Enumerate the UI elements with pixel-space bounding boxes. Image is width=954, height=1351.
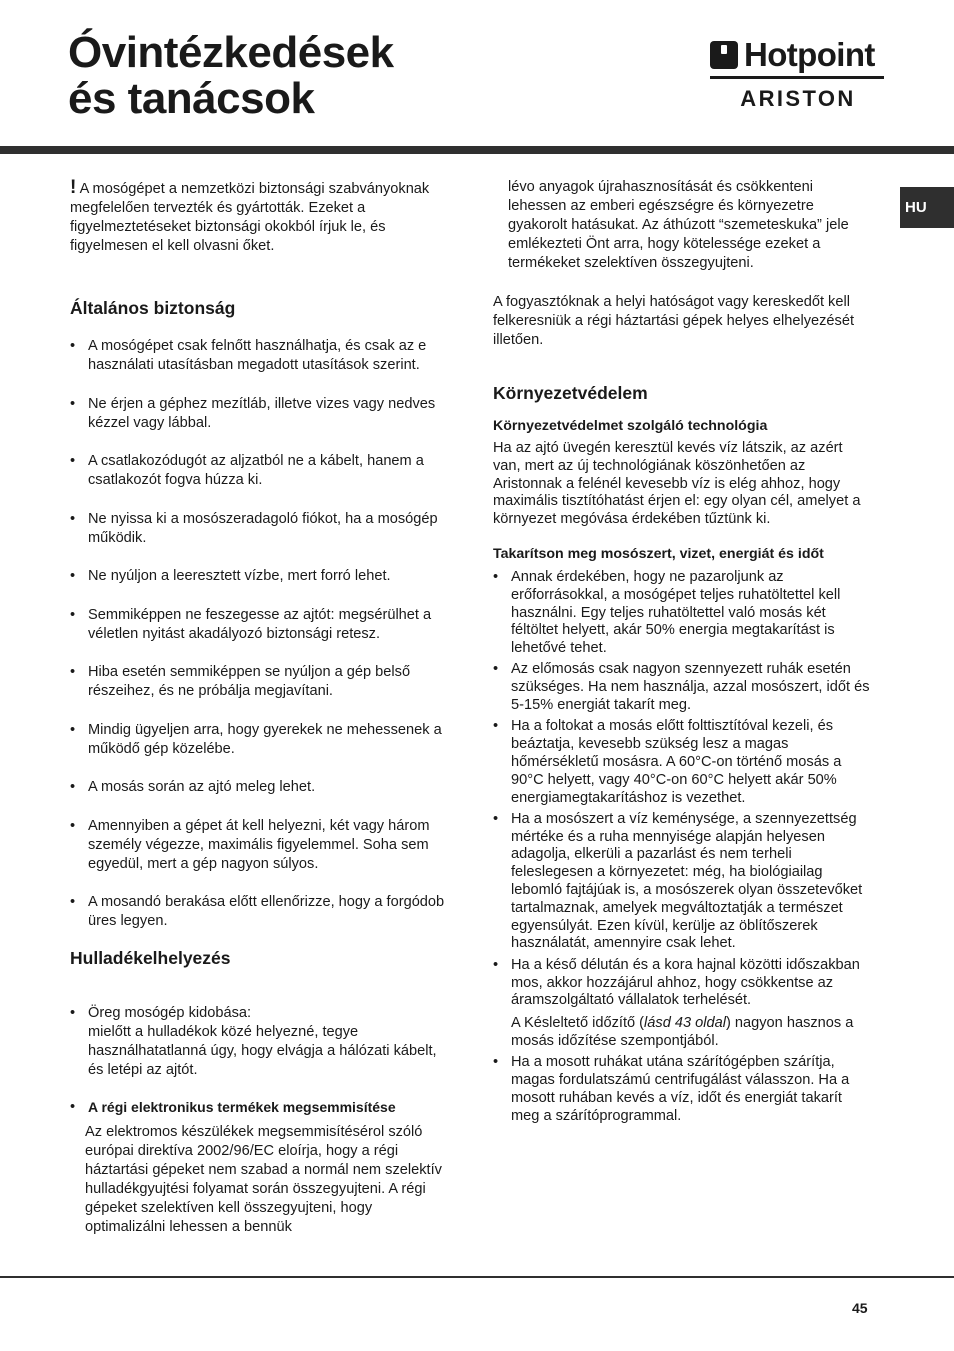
language-code: HU: [905, 199, 927, 216]
intro-text: A mosógépet a nemzetközi biztonsági szabványoknak megfelelően tervezték és gyártották. Ezeket a figyelmeztetéseket biztonsági okokból írjuk le, és figyelmesen el kell olvasni őket.: [70, 181, 430, 254]
off-peak-text: • Ha a késő délután és a kora hajnal közötti időszakban mos, akkor hozzájárul ahhoz, hogy csökkentse az áramszolgáltató vállalatok terhelését.: [511, 956, 860, 1009]
save-resources-heading: Takarítson meg mosószert, vizet, energiát és időt: [493, 545, 824, 562]
weee-title: • A régi elektronikus termékek megsemmisítése: [88, 1099, 396, 1115]
page-reference: lásd 43 oldal: [644, 1015, 726, 1032]
footer-divider: [0, 1276, 954, 1278]
list-item: • Annak érdekében, hogy ne pazaroljunk az erőforrásokkal, a mosógépet teljes ruhatöltettel kell használni. Egy teljes ruhatöltettel való mosás két féltöltet helyett, akár 50% energia megtakarítást is lehetővé tehet.: [493, 569, 873, 658]
weee-text: Az elektromos készülékek megsemmisítésérol szóló európai direktíva 2002/96/EC eloírja, hogy a régi háztartási gépeket nem szabad a normál nem szelektív hulladékgyujtési folyamat során összegyujteni. A régi gépeket szelektíven kell összegyujteni, hogy optimalizálni lehessen a bennük: [85, 1124, 442, 1235]
list-item: • Mindig ügyeljen arra, hogy gyerekek ne mehessenek a működő gép közelébe.: [70, 721, 455, 759]
list-item: • A csatlakozódugót az aljzatból ne a kábelt, hanem a csatlakozót fogva húzza ki.: [70, 452, 455, 490]
title-line-1: Óvintézkedések: [68, 28, 394, 77]
disposal-list: [70, 1004, 455, 1117]
list-item: • A mosás során az ajtó meleg lehet.: [70, 778, 455, 797]
environment-heading: Környezetvédelem: [493, 383, 648, 403]
page-title: [68, 30, 394, 122]
list-item: • Ha a mosott ruhákat utána szárítógépben szárítja, magas fordulatszámú centrifugálást válasszon. Ha a mosott ruhában kevés a víz, időt és energiát takarít meg a szárítóprogrammal.: [493, 1054, 873, 1125]
logo-divider: [710, 76, 884, 79]
list-item: • Hiba esetén semmiképpen se nyúljon a gép belső részeihez, és ne próbálja megjavítani.: [70, 663, 455, 701]
language-tab: [900, 187, 954, 228]
disposal-heading: Hulladékelhelyezés: [70, 948, 231, 968]
list-item: • Ha a mosószert a víz keménysége, a szennyezettség mértéke és a ruha mennyisége alapján helyesen adagolja, elkerüli a pazarlást és nem terheli feleslegesen a környezetet: még, ha biológiailag lebomló fajtájúak is, a mosószerek olyan összetevőket tartalmaznak, amelyek megváltoztatják a természet egyensúlyát. Ezen kívül, kerülje az öblítőszerek használatát, amennyire csak lehet.: [493, 811, 873, 953]
weee-text-continued: lévo anyagok újrahasznosítását és csökkenteni lehessen az emberi egészségre és környezetre gyakorolt hatásukat. Az áthúzott “szemeteskuka” jele emlékezteti Önt arra, hogy kötelessége ezeket a termékeket szelektíven összegyujteni.: [508, 179, 849, 271]
save-tips-list: [493, 569, 873, 1125]
list-item: • Az előmosás csak nagyon szennyezett ruhák esetén szükséges. Ha nem használja, azzal mosószert, időt és 5-15% energiát takarít meg.: [493, 661, 873, 714]
list-item: [493, 957, 873, 1051]
list-item: [70, 1004, 455, 1080]
list-item: • Amennyiben a gépet át kell helyezni, két vagy három személy végezze, maximális figyelemmel. Soha sem egyedül, mert a gép nagyon súlyos.: [70, 817, 455, 874]
eco-technology-heading: Környezetvédelmet szolgáló technológia: [493, 418, 768, 434]
logo-mark-icon: [710, 41, 738, 69]
header-divider: [0, 146, 954, 154]
logo-name: Hotpoint: [744, 36, 875, 73]
page-number: 45: [852, 1300, 868, 1316]
list-item: • A mosógépet csak felnőtt használhatja, és csak az e használati utasításban megadott utasítások szerint.: [70, 337, 455, 375]
intro-paragraph: [70, 178, 455, 256]
list-item: • Ne érjen a géphez mezítláb, illetve vizes vagy nedves kézzel vagy lábbal.: [70, 395, 455, 433]
list-item: • Ha a foltokat a mosás előtt folttisztítóval kezeli, és beáztatja, kevesebb szükség lesz a magas hőmérsékletű mosásra. A 60°C-on történő mosás a 90°C helyett, vagy 40°C-on 60°C helyett akár 50% energiamegtakarításhoz is vezethet.: [493, 718, 873, 807]
right-column: [493, 178, 873, 1129]
brand-logo: [710, 38, 886, 114]
general-safety-list: [70, 337, 455, 931]
list-item: • Ne nyúljon a leeresztett vízbe, mert forró lehet.: [70, 567, 455, 586]
list-item: • Semmiképpen ne feszegesse az ajtót: megsérülhet a véletlen nyitást akadályozó biztonsági retesz.: [70, 606, 455, 644]
list-item: • A mosandó berakása előtt ellenőrizze, hogy a forgódob üres legyen.: [70, 893, 455, 931]
list-item: [70, 1098, 455, 1117]
warning-mark-icon: !: [70, 177, 77, 198]
old-machine-title: • Öreg mosógép kidobása:: [88, 1005, 252, 1021]
delay-timer-text: A Késleltető időzítő (lásd 43 oldal) nagyon hasznos a mosás időzítése szempontjából.: [511, 1015, 854, 1049]
title-line-2: és tanácsok: [68, 74, 315, 123]
general-safety-heading: Általános biztonság: [70, 298, 236, 318]
eco-technology-text: Ha az ajtó üvegén keresztül kevés víz látszik, az azért van, mert az új technológiának köszönhetően az Aristonnak a felénél kevesebb víz is elég ahhoz, hogy maximális tisztítóhatást érjen el: egy olyan cél, amelyet a környezet megóvása érdekében tűztünk ki.: [493, 440, 861, 528]
consumers-paragraph: A fogyasztóknak a helyi hatóságot vagy kereskedőt kell felkeresniük a régi háztartási gépek helyes elhelyezését illetően.: [493, 294, 854, 348]
left-column: [70, 178, 455, 1237]
list-item: • Ne nyissa ki a mosószeradagoló fiókot, ha a mosógép működik.: [70, 510, 455, 548]
old-machine-text: mielőtt a hulladékok közé helyezné, tegye használhatatlanná úgy, hogy elvágja a hálózati kábelt, és letépi az ajtót.: [88, 1024, 437, 1078]
logo-subname: ARISTON: [740, 86, 856, 111]
